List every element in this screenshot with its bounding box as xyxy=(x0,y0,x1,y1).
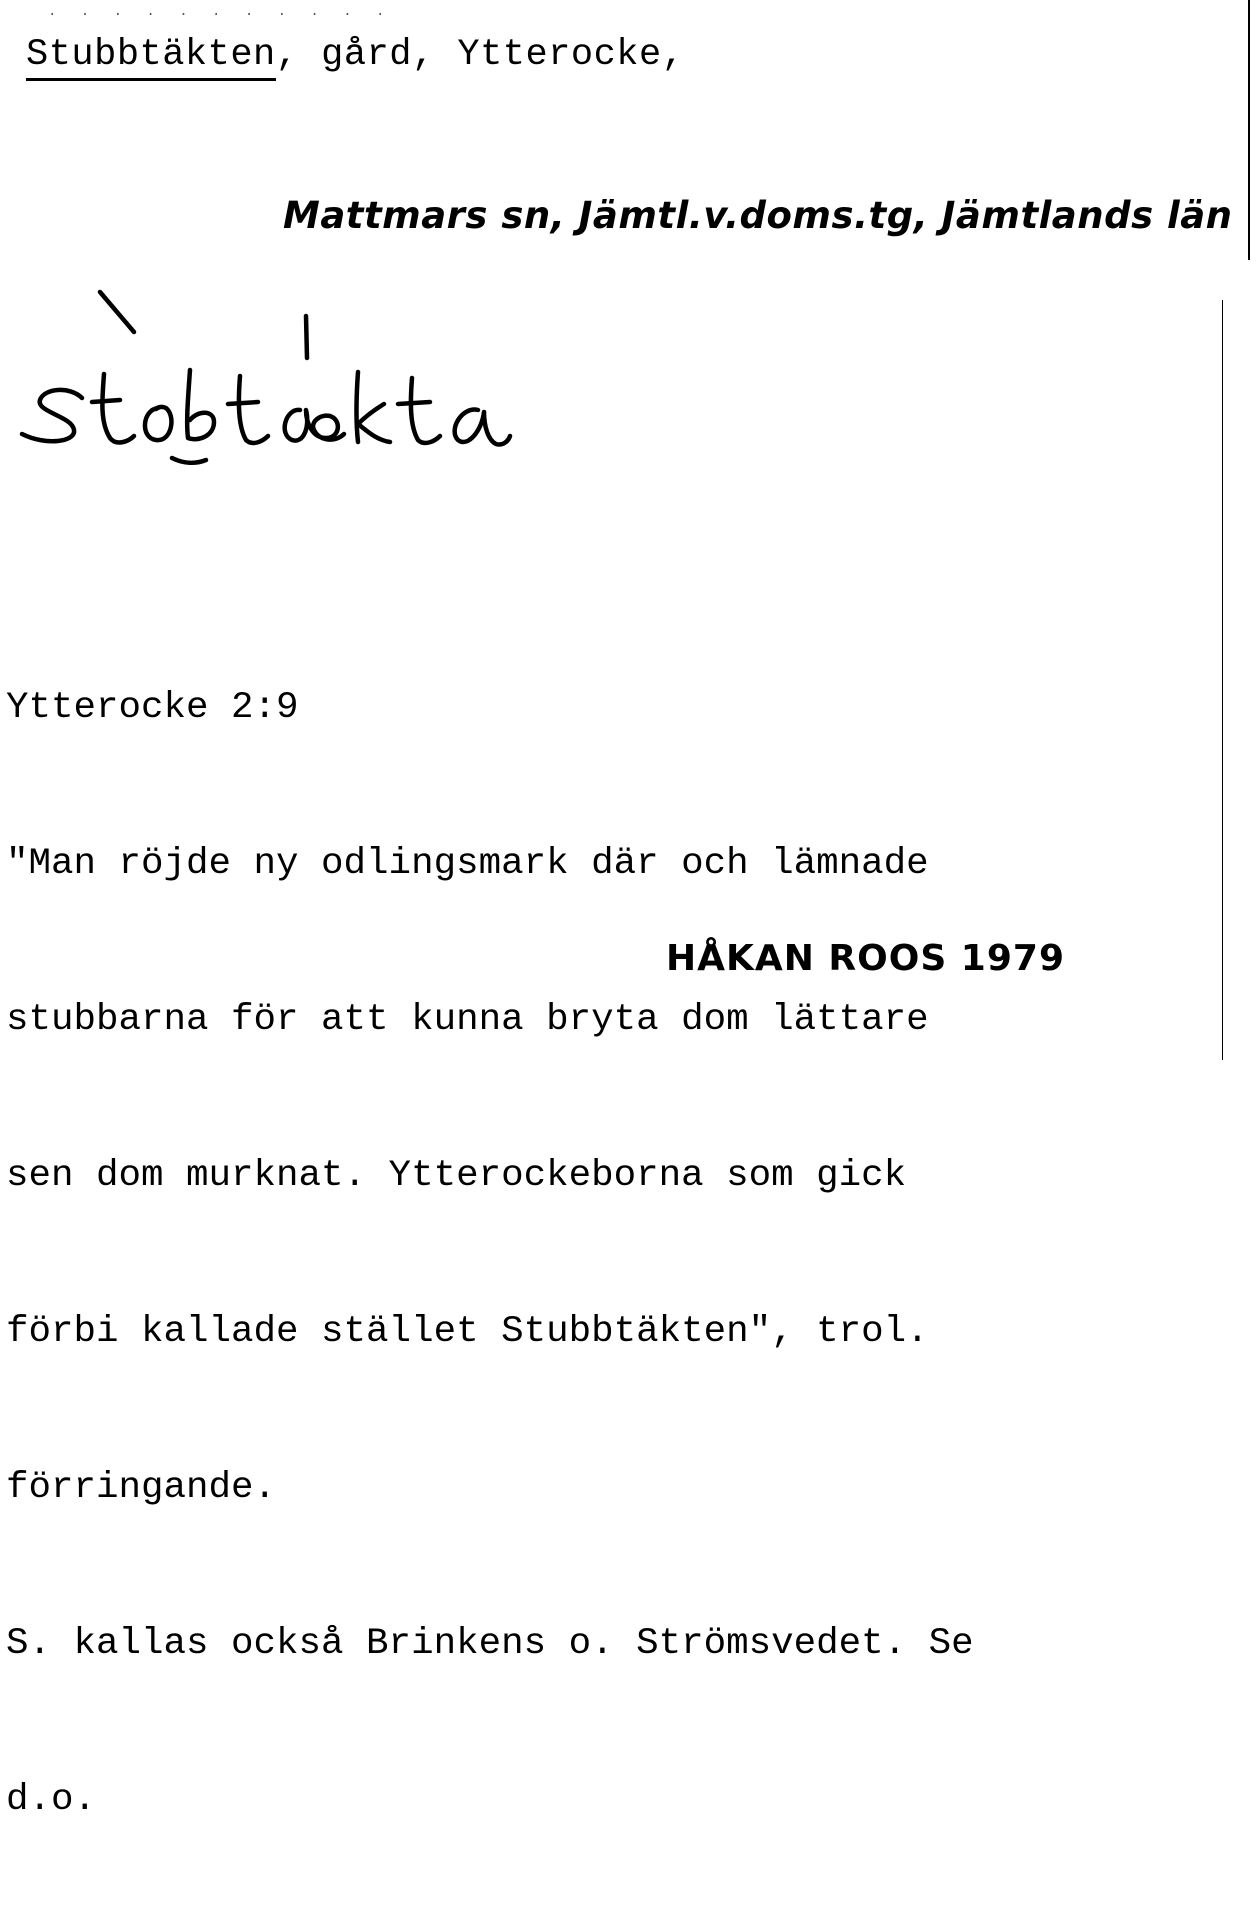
location-line: Mattmars sn, Jämtl.v.doms.tg, Jämtlands län xyxy=(283,194,1233,237)
headword-details: , gård, Ytterocke, xyxy=(275,34,685,76)
body-line: "Man röjde ny odlingsmark där och lämnade xyxy=(6,843,929,885)
right-card-edge xyxy=(1248,0,1250,260)
body-line: d.o. xyxy=(6,1779,97,1821)
body-line: stubbarna för att kunna bryta dom lättare xyxy=(6,999,929,1041)
headword-line xyxy=(26,34,684,76)
handwritten-pronunciation xyxy=(0,270,560,480)
top-margin-marks: . . . . . . . . . . . xyxy=(48,4,393,20)
body-line: Ytterocke 2:9 xyxy=(6,687,299,729)
body-line: förringande. xyxy=(6,1467,277,1509)
headword: Stubbtäkten xyxy=(26,34,276,81)
body-line: förbi kallade stället Stubbtäkten", trol. xyxy=(6,1311,929,1353)
body-line: S. kallas också Brinkens o. Strömsvedet. Se xyxy=(6,1623,974,1665)
card-body xyxy=(6,578,974,1930)
right-card-edge-lower xyxy=(1222,300,1223,1060)
body-line: sen dom murknat. Ytterockeborna som gick xyxy=(6,1155,907,1197)
author-signature: HÅKAN ROOS 1979 xyxy=(666,938,1065,979)
